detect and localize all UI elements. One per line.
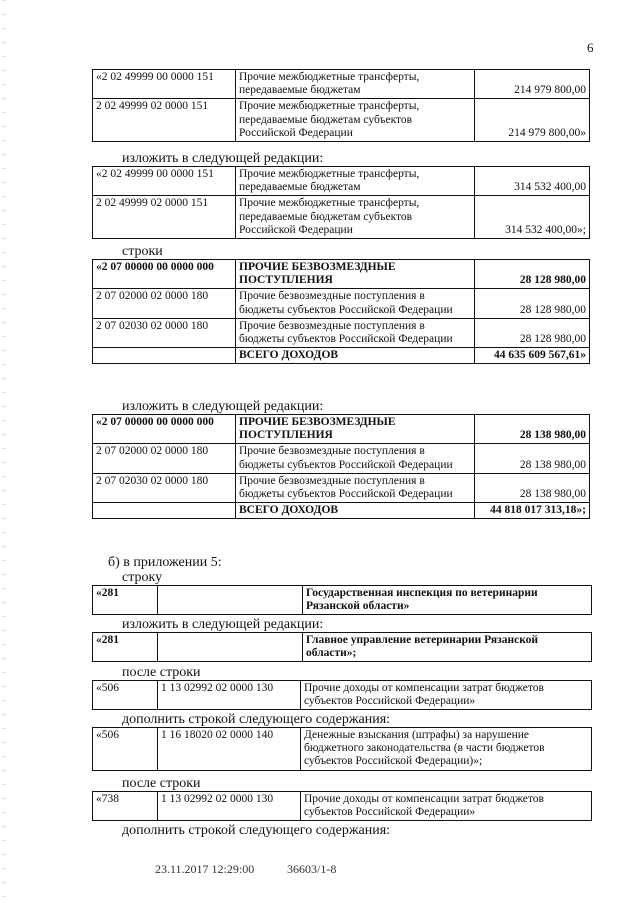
code-cell: «2 02 49999 00 0000 151: [93, 70, 236, 99]
code-cell: «2 07 00000 00 0000 000: [93, 260, 236, 289]
table-row: [93, 260, 590, 289]
section-heading: б) в приложении 5:: [108, 555, 222, 570]
name-cell: ПРОЧИЕ БЕЗВОЗМЕЗДНЫЕ ПОСТУПЛЕНИЯ: [236, 260, 475, 289]
table-total-row: [93, 503, 590, 519]
code-cell: «281: [93, 586, 158, 615]
table-row: [93, 167, 590, 196]
table-row: [93, 681, 592, 710]
code-cell: 2 07 02000 02 0000 180: [93, 444, 236, 473]
amount-cell: 314 532 400,00»;: [475, 196, 590, 239]
instruction-text: после строки: [122, 665, 201, 680]
table-row: [93, 586, 592, 615]
name-cell: ВСЕГО ДОХОДОВ: [236, 348, 475, 364]
instruction-text: изложить в следующей редакции:: [122, 151, 324, 166]
name-cell: Государственная инспекция по ветеринарии Рязанской области»: [303, 586, 592, 615]
code-cell: «281: [93, 633, 158, 662]
instruction-text: изложить в следующей редакции:: [122, 399, 324, 414]
code-cell: 1 13 02992 02 0000 130: [158, 792, 301, 821]
code-cell: 2 07 02030 02 0000 180: [93, 318, 236, 347]
table-row: [93, 473, 590, 502]
code-cell: 1 16 18020 02 0000 140: [158, 728, 301, 771]
code-cell: «506: [93, 728, 158, 771]
instruction-text: дополнить строкой следующего содержания:: [122, 712, 391, 727]
footer-datetime: 23.11.2017 12:29:00: [155, 862, 255, 876]
amount-cell: 214 979 800,00: [475, 70, 590, 99]
name-cell: Прочие безвозмездные поступления в бюджеты субъектов Российской Федерации: [236, 444, 475, 473]
amount-cell: 314 532 400,00: [475, 167, 590, 196]
table-other-receipts-new: [92, 414, 590, 519]
faint-stamp-mark: [452, 856, 582, 878]
code-cell: «2 02 49999 00 0000 151: [93, 167, 236, 196]
table-transfers-new: [92, 166, 590, 239]
table-row: [93, 318, 590, 347]
name-cell: Прочие доходы от компенсации затрат бюджетов субъектов Российской Федерации»: [301, 792, 592, 821]
table-row: [93, 728, 592, 771]
table-appendix5-738-after: [92, 791, 592, 821]
code-cell: 2 07 02030 02 0000 180: [93, 473, 236, 502]
instruction-text: после строки: [122, 776, 201, 791]
table-appendix5-281-new: [92, 632, 592, 662]
name-cell: Прочие безвозмездные поступления в бюджеты субъектов Российской Федерации: [236, 318, 475, 347]
code-cell: [93, 348, 236, 364]
table-appendix5-506-after: [92, 680, 592, 710]
code-cell: 2 07 02000 02 0000 180: [93, 289, 236, 318]
table-total-row: [93, 348, 590, 364]
amount-cell: 28 138 980,00: [475, 415, 590, 444]
code-cell: «506: [93, 681, 158, 710]
table-row: [93, 415, 590, 444]
table-appendix5-506-add: [92, 727, 592, 771]
name-cell: Прочие межбюджетные трансферты, передаваемые бюджетам субъектов Российской Федерации: [236, 196, 475, 239]
amount-cell: 44 635 609 567,61»: [475, 348, 590, 364]
code-cell: 2 02 49999 02 0000 151: [93, 196, 236, 239]
code-cell: [158, 633, 303, 662]
name-cell: ВСЕГО ДОХОДОВ: [236, 503, 475, 519]
instruction-text: строку: [122, 570, 163, 585]
name-cell: Прочие безвозмездные поступления в бюджеты субъектов Российской Федерации: [236, 289, 475, 318]
table-appendix5-281-old: [92, 585, 592, 615]
name-cell: Прочие межбюджетные трансферты, передаваемые бюджетам субъектов Российской Федерации: [236, 99, 475, 142]
name-cell: Прочие межбюджетные трансферты, передаваемые бюджетам: [236, 167, 475, 196]
footer-doc-id: 36603/1-8: [287, 862, 337, 876]
instruction-text: изложить в следующей редакции:: [122, 617, 324, 632]
name-cell: Прочие доходы от компенсации затрат бюджетов субъектов Российской Федерации»: [301, 681, 592, 710]
name-cell: ПРОЧИЕ БЕЗВОЗМЕЗДНЫЕ ПОСТУПЛЕНИЯ: [236, 415, 475, 444]
table-row: [93, 792, 592, 821]
code-cell: «738: [93, 792, 158, 821]
name-cell: Прочие безвозмездные поступления в бюджеты субъектов Российской Федерации: [236, 473, 475, 502]
name-cell: Главное управление ветеринарии Рязанской области»;: [303, 633, 592, 662]
amount-cell: 28 128 980,00: [475, 260, 590, 289]
table-other-receipts-old: [92, 259, 590, 364]
amount-cell: 28 138 980,00: [475, 444, 590, 473]
amount-cell: 28 128 980,00: [475, 318, 590, 347]
instruction-text: строки: [122, 244, 163, 259]
table-row: [93, 289, 590, 318]
table-row: [93, 70, 590, 99]
page-number: 6: [587, 40, 594, 55]
scan-edge-marks: [2, 0, 6, 905]
code-cell: [158, 586, 303, 615]
table-row: [93, 196, 590, 239]
code-cell: [93, 503, 236, 519]
name-cell: Прочие межбюджетные трансферты, передаваемые бюджетам: [236, 70, 475, 99]
code-cell: «2 07 00000 00 0000 000: [93, 415, 236, 444]
amount-cell: 28 138 980,00: [475, 473, 590, 502]
instruction-text: дополнить строкой следующего содержания:: [122, 823, 391, 838]
table-transfers-old: [92, 69, 590, 142]
amount-cell: 214 979 800,00»: [475, 99, 590, 142]
table-row: [93, 99, 590, 142]
code-cell: 1 13 02992 02 0000 130: [158, 681, 301, 710]
table-row: [93, 444, 590, 473]
name-cell: Денежные взыскания (штрафы) за нарушение бюджетного законодательства (в части бюджетов субъектов Российской Федерации)»;: [301, 728, 592, 771]
table-row: [93, 633, 592, 662]
code-cell: 2 02 49999 02 0000 151: [93, 99, 236, 142]
amount-cell: 28 128 980,00: [475, 289, 590, 318]
amount-cell: 44 818 017 313,18»;: [475, 503, 590, 519]
